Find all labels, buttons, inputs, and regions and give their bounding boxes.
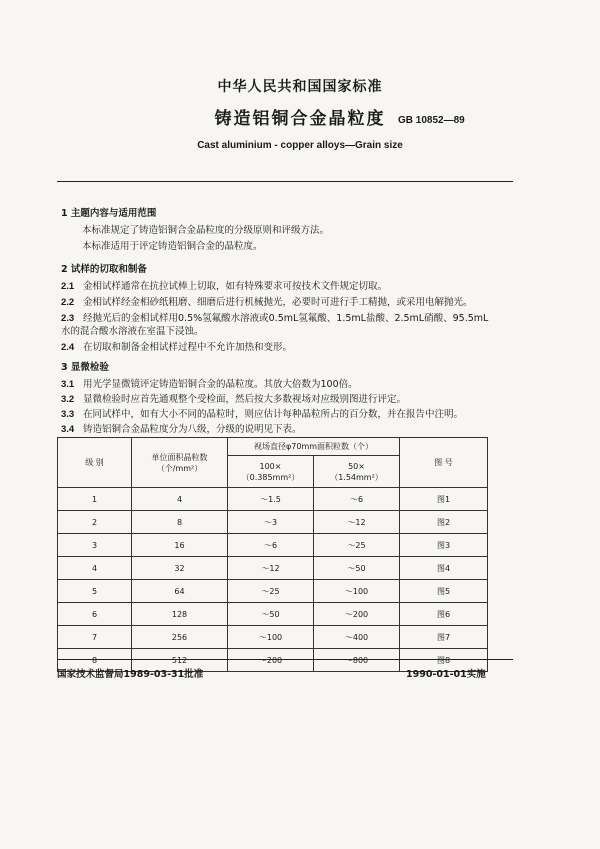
grade-cell: 7 [58,626,132,649]
figure-number-cell: 图7 [400,626,488,649]
clause-3-4 [61,423,521,436]
section-1-para-2: 本标准适用于评定铸造铝铜合金的晶粒度。 [82,241,263,252]
clause-text: 金相试样经金相砂纸粗磨、细磨后进行机械抛光，必要时可进行手工精抛，或采用电解抛光。 [83,297,473,308]
grade-cell: 3 [58,534,132,557]
header-50x-area: （1.54mm²） [330,472,383,482]
grains-100x-cell: ～200 [228,649,314,672]
header-grains-per-area-line1: 单位面积晶粒数 [151,452,208,462]
grade-cell: 8 [58,649,132,672]
clause-number: 3.2 [61,394,75,405]
figure-number-cell: 图1 [400,488,488,511]
figure-number-cell: 图5 [400,580,488,603]
header-100x [228,456,314,488]
grains-100x-cell: ～50 [228,603,314,626]
clause-2-1 [61,280,521,293]
table-row [58,511,488,534]
clause-number: 2.1 [61,281,75,292]
grains-100x-cell: ～12 [228,557,314,580]
grains-per-area-cell: 4 [132,488,228,511]
figure-number-cell: 图4 [400,557,488,580]
grade-cell: 6 [58,603,132,626]
effective-date: 1990-01-01实施 [406,669,486,680]
document-title: 铸造铝铜合金晶粒度 [214,109,386,129]
clause-2-3 [61,312,521,325]
figure-number-cell: 图3 [400,534,488,557]
clause-text: 经抛光后的金相试样用0.5%氢氟酸水溶液或0.5mL氢氟酸、1.5mL盐酸、2.5mL硝酸、95.5mL [83,313,489,324]
clause-number: 3.1 [61,379,75,390]
grains-per-area-cell: 256 [132,626,228,649]
header-grains-per-area [132,438,228,488]
clause-2-4 [61,341,521,354]
grains-per-area-cell: 32 [132,557,228,580]
table-row [58,580,488,603]
grains-per-area-cell: 128 [132,603,228,626]
clause-text: 金相试样通常在抗拉试棒上切取，如有特殊要求可按技术文件规定切取。 [83,281,388,292]
section-2-title: 2 试样的切取和制备 [61,264,147,275]
grade-cell: 1 [58,488,132,511]
header-figure-number: 图 号 [400,438,488,488]
clause-number: 2.3 [61,313,75,324]
header-field-of-view: 视场直径φ70mm面积粒数（个） [228,438,400,456]
clause-3-2 [61,393,521,406]
header-50x-mag: 50× [348,461,365,471]
grains-50x-cell: ～6 [314,488,400,511]
grade-cell: 5 [58,580,132,603]
table-row [58,603,488,626]
grains-100x-cell: ～1.5 [228,488,314,511]
header-grains-per-area-line2: （个/mm²） [156,463,203,473]
figure-number-cell: 图2 [400,511,488,534]
clause-text: 用光学显微镜评定铸造铝铜合金的晶粒度。其放大倍数为100倍。 [83,379,358,390]
figure-number-cell: 图6 [400,603,488,626]
clause-3-3 [61,408,521,421]
grains-100x-cell: ～3 [228,511,314,534]
grains-per-area-cell: 8 [132,511,228,534]
document-title-english: Cast aluminium - copper alloys—Grain size [197,140,403,151]
grains-per-area-cell: 64 [132,580,228,603]
grains-100x-cell: ～25 [228,580,314,603]
clause-number: 3.4 [61,424,75,435]
grains-100x-cell: ～6 [228,534,314,557]
section-2 [61,263,521,354]
grain-size-table [57,437,488,672]
grains-50x-cell: ～200 [314,603,400,626]
grains-per-area-cell: 512 [132,649,228,672]
grains-50x-cell: ～400 [314,626,400,649]
header-100x-area: （0.385mm²） [241,472,300,482]
section-1-para-1: 本标准规定了铸造铝铜合金晶粒度的分级原则和评级方法。 [82,225,330,236]
table-row [58,488,488,511]
clause-text: 铸造铝铜合金晶粒度分为八级，分级的说明见下表。 [83,424,302,435]
section-1-title: 1 主题内容与适用范围 [61,208,157,219]
clause-number: 2.4 [61,342,75,353]
grains-100x-cell: ～100 [228,626,314,649]
grains-50x-cell: ～800 [314,649,400,672]
clause-3-1 [61,378,521,391]
grade-cell: 4 [58,557,132,580]
figure-number-cell: 图8 [400,649,488,672]
table-row [58,626,488,649]
grains-per-area-cell: 16 [132,534,228,557]
clause-text: 在切取和制备金相试样过程中不允许加热和变形。 [83,342,293,353]
table-row [58,557,488,580]
grains-50x-cell: ～100 [314,580,400,603]
clause-text: 在同试样中，如有大小不同的晶粒时，则应估计每种晶粒所占的百分数，并在报告中注明。 [83,409,464,420]
header-50x [314,456,400,488]
approval-date: 国家技术监督局1989-03-31批准 [57,669,204,680]
standard-code: GB 10852—89 [398,115,465,126]
clause-2-2 [61,296,521,309]
grains-50x-cell: ～12 [314,511,400,534]
header-divider [57,181,513,182]
table-row [58,534,488,557]
clause-text: 显微检验时应首先通观整个受检面，然后按大多数视场对应级别图进行评定。 [83,394,407,405]
clause-2-3-continued: 水的混合酸水溶液在室温下浸蚀。 [61,326,204,337]
grade-cell: 2 [58,511,132,534]
clause-number: 2.2 [61,297,75,308]
grain-table-body [58,488,488,672]
header-100x-mag: 100× [259,461,282,471]
standard-org-header: 中华人民共和国国家标准 [217,79,383,95]
clause-number: 3.3 [61,409,75,420]
header-grade: 级 别 [58,438,132,488]
section-1 [61,207,511,253]
footer-divider [57,659,513,660]
grains-50x-cell: ～50 [314,557,400,580]
grains-50x-cell: ～25 [314,534,400,557]
section-3-title: 3 显微检验 [61,362,109,373]
section-3 [61,361,521,436]
